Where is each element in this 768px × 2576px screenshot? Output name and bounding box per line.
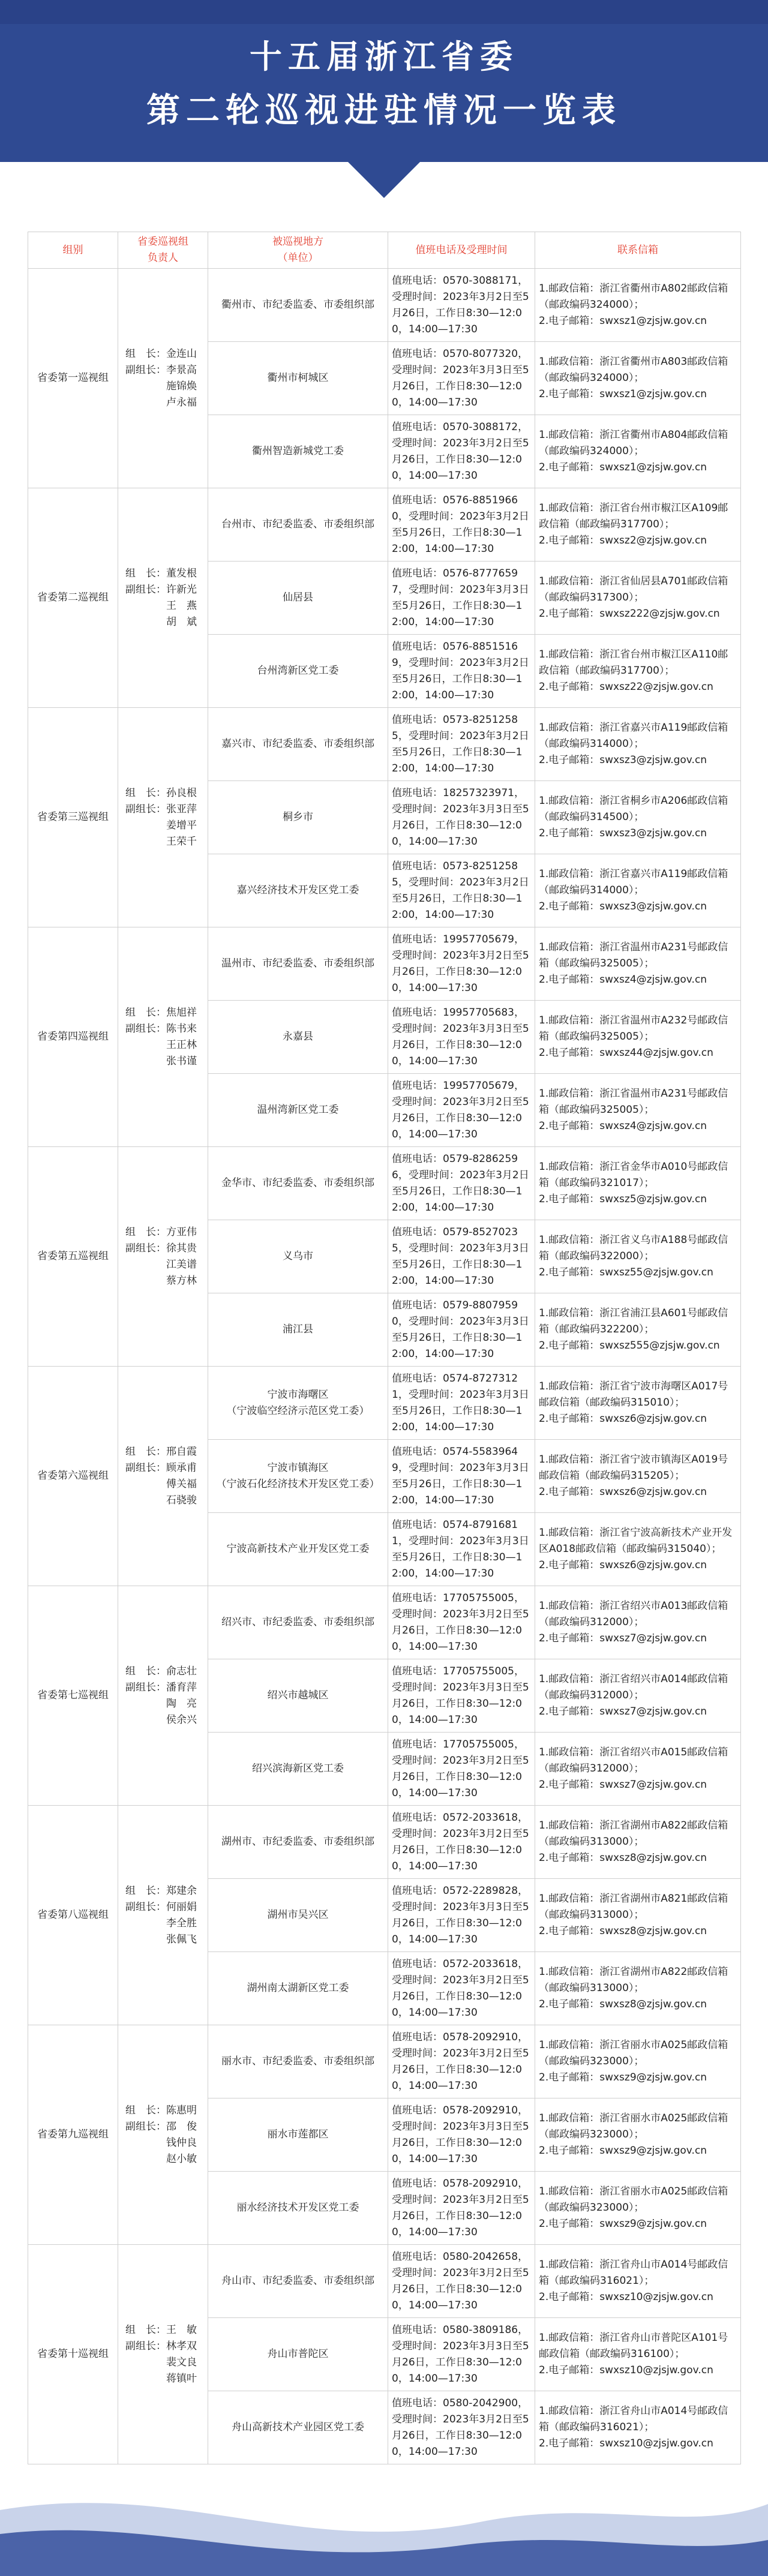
group-name: 省委第三巡视组 (28, 708, 118, 927)
contact-mailbox: 1.邮政信箱：浙江省宁波市镇海区A019号邮政信箱（邮政编码315205）； 2.电子邮箱：swxsz6@zjsjw.gov.cn (535, 1440, 741, 1513)
group-deputy-extra: 蔡方林 (166, 1274, 197, 1287)
contact-mailbox: 1.邮政信箱：浙江省绍兴市A013邮政信箱（邮政编码312000）； 2.电子邮箱：swxsz7@zjsjw.gov.cn (535, 1586, 741, 1659)
contact-mailbox: 1.邮政信箱：浙江省温州市A231号邮政信箱（邮政编码325005）； 2.电子邮箱：swxsz4@zjsjw.gov.cn (535, 1074, 741, 1147)
group-deputy-extra: 蒋镇叶 (166, 2372, 197, 2385)
page-subtitle: 第二轮巡视进驻情况一览表 (146, 91, 622, 130)
inspected-unit: 丽水经济技术开发区党工委 (208, 2172, 388, 2245)
group-deputy-extra: 卢永福 (166, 396, 197, 409)
contact-mailbox: 1.邮政信箱：浙江省温州市A232号邮政信箱（邮政编码325005）； 2.电子邮箱：swxsz44@zjsjw.gov.cn (535, 1001, 741, 1074)
duty-phone: 值班电话：0572-2033618，受理时间：2023年3月2日至5月26日，工作日8:30—12:00，14:00—17:30 (388, 1806, 535, 1879)
group-leader: 组 长：董发根 (125, 567, 197, 580)
table-row (28, 1367, 741, 1440)
inspection-table (28, 232, 741, 2464)
inspected-unit: 湖州南太湖新区党工委 (208, 1952, 388, 2025)
group-deputy-extra: 李全胜 (166, 1917, 197, 1929)
inspected-unit: 嘉兴市、市纪委监委、市委组织部 (208, 708, 388, 781)
group-deputy-extra: 胡 斌 (166, 616, 197, 628)
duty-phone: 值班电话：17705755005，受理时间：2023年3月2日至5月26日，工作日8:30—12:00，14:00—17:30 (388, 1733, 535, 1806)
duty-phone: 值班电话：0573-82512585，受理时间：2023年3月2日至5月26日，工作日8:30—12:00，14:00—17:30 (388, 854, 535, 927)
duty-phone: 值班电话：0574-87916811，受理时间：2023年3月3日至5月26日，工作日8:30—12:00，14:00—17:30 (388, 1513, 535, 1586)
group-leaders (118, 1367, 208, 1586)
contact-mailbox: 1.邮政信箱：浙江省浦江县A601号邮政信箱（邮政编码322200）； 2.电子邮箱：swxsz555@zjsjw.gov.cn (535, 1293, 741, 1367)
col-header-group: 组别 (28, 232, 118, 269)
inspected-unit: 台州市、市纪委监委、市委组织部 (208, 488, 388, 562)
duty-phone: 值班电话：0576-88515169，受理时间：2023年3月2日至5月26日，工作日8:30—12:00，14:00—17:30 (388, 635, 535, 708)
duty-phone: 值班电话：0580-2042900，受理时间：2023年3月2日至5月26日，工作日8:30—12:00，14:00—17:30 (388, 2391, 535, 2464)
inspected-unit: 义乌市 (208, 1220, 388, 1293)
group-name: 省委第五巡视组 (28, 1147, 118, 1367)
group-deputy-extra: 施锦焕 (166, 380, 197, 392)
inspected-unit: 仙居县 (208, 562, 388, 635)
group-deputy-extra: 赵小敏 (166, 2152, 197, 2165)
col-header-unit (208, 232, 388, 269)
group-name: 省委第一巡视组 (28, 269, 118, 488)
group-deputy-extra: 侯余兴 (166, 1713, 197, 1726)
group-leaders (118, 927, 208, 1147)
contact-mailbox: 1.邮政信箱：浙江省义乌市A188号邮政信箱（邮政编码322000）； 2.电子邮箱：swxsz55@zjsjw.gov.cn (535, 1220, 741, 1293)
group-deputy: 副组长：李景高 (125, 364, 197, 376)
group-leader: 组 长：方亚伟 (125, 1226, 197, 1238)
group-name: 省委第十巡视组 (28, 2245, 118, 2464)
group-deputy-extra: 钱仲良 (166, 2136, 197, 2149)
group-leaders (118, 708, 208, 927)
page-title: 十五届浙江省委 (250, 37, 518, 76)
contact-mailbox: 1.邮政信箱：浙江省绍兴市A014邮政信箱（邮政编码312000）； 2.电子邮箱：swxsz7@zjsjw.gov.cn (535, 1659, 741, 1733)
table-body (28, 269, 741, 2464)
contact-mailbox: 1.邮政信箱：浙江省湖州市A821邮政信箱（邮政编码313000）； 2.电子邮箱：swxsz8@zjsjw.gov.cn (535, 1879, 741, 1952)
duty-phone: 值班电话：0580-2042658，受理时间：2023年3月2日至5月26日，工作日8:30—12:00，14:00—17:30 (388, 2245, 535, 2318)
duty-phone: 值班电话：0579-88079590，受理时间：2023年3月3日至5月26日，工作日8:30—12:00，14:00—17:30 (388, 1293, 535, 1367)
duty-phone: 值班电话：19957705679，受理时间：2023年3月2日至5月26日，工作日8:30—12:00，14:00—17:30 (388, 1074, 535, 1147)
inspected-unit: 桐乡市 (208, 781, 388, 854)
duty-phone: 值班电话：0570-3088172，受理时间：2023年3月2日至5月26日，工作日8:30—12:00，14:00—17:30 (388, 415, 535, 488)
duty-phone: 值班电话：19957705679，受理时间：2023年3月2日至5月26日，工作日8:30—12:00，14:00—17:30 (388, 927, 535, 1001)
duty-phone: 值班电话：18257323971，受理时间：2023年3月3日至5月26日，工作日8:30—12:00，14:00—17:30 (388, 781, 535, 854)
col-header-mail: 联系信箱 (535, 232, 741, 269)
group-name: 省委第六巡视组 (28, 1367, 118, 1586)
inspected-unit: 湖州市、市纪委监委、市委组织部 (208, 1806, 388, 1879)
duty-phone: 值班电话：0573-82512585，受理时间：2023年3月2日至5月26日，工作日8:30—12:00，14:00—17:30 (388, 708, 535, 781)
group-deputy-extra: 王 燕 (166, 599, 197, 612)
group-leader: 组 长：孙良根 (125, 786, 197, 799)
group-deputy-extra: 张书谨 (166, 1055, 197, 1067)
contact-mailbox: 1.邮政信箱：浙江省台州市椒江区A109邮政信箱（邮政编码317700）； 2.电子邮箱：swxsz2@zjsjw.gov.cn (535, 488, 741, 562)
inspected-unit: 丽水市、市纪委监委、市委组织部 (208, 2025, 388, 2098)
inspected-unit: 湖州市吴兴区 (208, 1879, 388, 1952)
table-container (28, 232, 740, 2464)
table-row (28, 488, 741, 562)
table-row (28, 1806, 741, 1879)
col-header-unit-text: 被巡视地方 （单位） (272, 236, 323, 264)
inspected-unit: 舟山高新技术产业园区党工委 (208, 2391, 388, 2464)
group-deputy: 副组长：何丽娟 (125, 1901, 197, 1913)
duty-phone: 值班电话：0578-2092910，受理时间：2023年3月2日至5月26日，工作日8:30—12:00，14:00—17:30 (388, 2172, 535, 2245)
contact-mailbox: 1.邮政信箱：浙江省桐乡市A206邮政信箱（邮政编码314500）； 2.电子邮箱：swxsz3@zjsjw.gov.cn (535, 781, 741, 854)
duty-phone: 值班电话：17705755005，受理时间：2023年3月3日至5月26日，工作日8:30—12:00，14:00—17:30 (388, 1659, 535, 1733)
group-deputy-extra: 江美谱 (166, 1258, 197, 1271)
duty-phone: 值班电话：0574-55839649，受理时间：2023年3月3日至5月26日，工作日8:30—12:00，14:00—17:30 (388, 1440, 535, 1513)
group-deputy-extra: 王荣千 (166, 835, 197, 848)
group-deputy: 副组长：陈书来 (125, 1022, 197, 1035)
inspected-unit: 宁波市镇海区 （宁波石化经济技术开发区党工委） (208, 1440, 388, 1513)
col-header-leader (118, 232, 208, 269)
duty-phone: 值班电话：0576-88519660，受理时间：2023年3月2日至5月26日，工作日8:30—12:00，14:00—17:30 (388, 488, 535, 562)
inspected-unit: 舟山市普陀区 (208, 2318, 388, 2391)
group-deputy: 副组长：徐其贵 (125, 1242, 197, 1254)
group-leaders (118, 2245, 208, 2464)
group-name: 省委第七巡视组 (28, 1586, 118, 1806)
contact-mailbox: 1.邮政信箱：浙江省绍兴市A015邮政信箱（邮政编码312000）； 2.电子邮箱：swxsz7@zjsjw.gov.cn (535, 1733, 741, 1806)
duty-phone: 值班电话：0576-87776597，受理时间：2023年3月3日至5月26日，工作日8:30—12:00，14:00—17:30 (388, 562, 535, 635)
duty-phone: 值班电话：0570-8077320，受理时间：2023年3月3日至5月26日，工作日8:30—12:00，14:00—17:30 (388, 342, 535, 415)
group-deputy-extra: 傅关福 (166, 1478, 197, 1490)
duty-phone: 值班电话：0578-2092910，受理时间：2023年3月2日至5月26日，工作日8:30—12:00，14:00—17:30 (388, 2025, 535, 2098)
contact-mailbox: 1.邮政信箱：浙江省嘉兴市A119邮政信箱（邮政编码314000）； 2.电子邮箱：swxsz3@zjsjw.gov.cn (535, 708, 741, 781)
group-leader: 组 长：郑建余 (125, 1884, 197, 1897)
contact-mailbox: 1.邮政信箱：浙江省丽水市A025邮政信箱（邮政编码323000）； 2.电子邮箱：swxsz9@zjsjw.gov.cn (535, 2172, 741, 2245)
inspected-unit: 温州市、市纪委监委、市委组织部 (208, 927, 388, 1001)
inspected-unit: 宁波市海曙区 （宁波临空经济示范区党工委） (208, 1367, 388, 1440)
group-deputy-extra: 王正林 (166, 1038, 197, 1051)
duty-phone: 值班电话：0574-87273121，受理时间：2023年3月3日至5月26日，工作日8:30—12:00，14:00—17:30 (388, 1367, 535, 1440)
contact-mailbox: 1.邮政信箱：浙江省丽水市A025邮政信箱（邮政编码323000）； 2.电子邮箱：swxsz9@zjsjw.gov.cn (535, 2025, 741, 2098)
table-row (28, 1147, 741, 1220)
group-name: 省委第四巡视组 (28, 927, 118, 1147)
inspected-unit: 绍兴滨海新区党工委 (208, 1733, 388, 1806)
group-name: 省委第九巡视组 (28, 2025, 118, 2245)
table-row (28, 927, 741, 1001)
table-row (28, 269, 741, 342)
group-leader: 组 长：俞志壮 (125, 1665, 197, 1677)
contact-mailbox: 1.邮政信箱：浙江省金华市A010号邮政信箱（邮政编码321017）； 2.电子邮箱：swxsz5@zjsjw.gov.cn (535, 1147, 741, 1220)
contact-mailbox: 1.邮政信箱：浙江省宁波市海曙区A017号邮政信箱（邮政编码315010）； 2.电子邮箱：swxsz6@zjsjw.gov.cn (535, 1367, 741, 1440)
inspected-unit: 衢州市柯城区 (208, 342, 388, 415)
group-leaders (118, 269, 208, 488)
duty-phone: 值班电话：0579-82862596，受理时间：2023年3月2日至5月26日，工作日8:30—12:00，14:00—17:30 (388, 1147, 535, 1220)
contact-mailbox: 1.邮政信箱：浙江省舟山市A014号邮政信箱（邮政编码316021）； 2.电子邮箱：swxsz10@zjsjw.gov.cn (535, 2245, 741, 2318)
group-leaders (118, 488, 208, 708)
group-leader: 组 长：陈惠明 (125, 2104, 197, 2116)
contact-mailbox: 1.邮政信箱：浙江省舟山市A014号邮政信箱（邮政编码316021）； 2.电子邮箱：swxsz10@zjsjw.gov.cn (535, 2391, 741, 2464)
table-row (28, 2245, 741, 2318)
col-header-phone: 值班电话及受理时间 (388, 232, 535, 269)
inspected-unit: 丽水市莲都区 (208, 2098, 388, 2172)
col-header-leader-text: 省委巡视组 负责人 (137, 236, 188, 264)
group-leaders (118, 1586, 208, 1806)
group-name: 省委第八巡视组 (28, 1806, 118, 2025)
contact-mailbox: 1.邮政信箱：浙江省宁波高新技术产业开发区A018邮政信箱（邮政编码315040）； 2.电子邮箱：swxsz6@zjsjw.gov.cn (535, 1513, 741, 1586)
duty-phone: 值班电话：0570-3088171，受理时间：2023年3月2日至5月26日，工作日8:30—12:00，14:00—17:30 (388, 269, 535, 342)
group-deputy-extra: 姜增平 (166, 819, 197, 831)
duty-phone: 值班电话：19957705683，受理时间：2023年3月3日至5月26日，工作日8:30—12:00，14:00—17:30 (388, 1001, 535, 1074)
group-leaders (118, 1806, 208, 2025)
group-deputy: 副组长：顾承甫 (125, 1461, 197, 1474)
inspected-unit: 绍兴市、市纪委监委、市委组织部 (208, 1586, 388, 1659)
group-deputy-extra: 石骁骏 (166, 1494, 197, 1506)
inspected-unit: 嘉兴经济技术开发区党工委 (208, 854, 388, 927)
inspected-unit: 金华市、市纪委监委、市委组织部 (208, 1147, 388, 1220)
group-deputy-extra: 陶 亮 (166, 1697, 197, 1710)
group-deputy: 副组长：张亚萍 (125, 803, 197, 815)
contact-mailbox: 1.邮政信箱：浙江省丽水市A025邮政信箱（邮政编码323000）； 2.电子邮箱：swxsz9@zjsjw.gov.cn (535, 2098, 741, 2172)
inspected-unit: 绍兴市越城区 (208, 1659, 388, 1733)
group-deputy-extra: 裴文良 (166, 2356, 197, 2368)
footer-background (0, 2468, 768, 2576)
contact-mailbox: 1.邮政信箱：浙江省仙居县A701邮政信箱（邮政编码317300）； 2.电子邮箱：swxsz222@zjsjw.gov.cn (535, 562, 741, 635)
group-leader: 组 长：金连山 (125, 347, 197, 360)
duty-phone: 值班电话：0578-2092910，受理时间：2023年3月3日至5月26日，工作日8:30—12:00，14:00—17:30 (388, 2098, 535, 2172)
group-leader: 组 长：焦旭祥 (125, 1006, 197, 1019)
inspected-unit: 衢州市、市纪委监委、市委组织部 (208, 269, 388, 342)
group-deputy: 副组长：邵 俊 (125, 2120, 197, 2133)
group-leaders (118, 1147, 208, 1367)
duty-phone: 值班电话：0579-85270235，受理时间：2023年3月3日至5月26日，工作日8:30—12:00，14:00—17:30 (388, 1220, 535, 1293)
contact-mailbox: 1.邮政信箱：浙江省衢州市A804邮政信箱（邮政编码324000）； 2.电子邮箱：swxsz1@zjsjw.gov.cn (535, 415, 741, 488)
group-leader: 组 长：王 敏 (125, 2323, 197, 2336)
group-deputy-extra: 张佩飞 (166, 1933, 197, 1945)
contact-mailbox: 1.邮政信箱：浙江省湖州市A822邮政信箱（邮政编码313000）； 2.电子邮箱：swxsz8@zjsjw.gov.cn (535, 1952, 741, 2025)
duty-phone: 值班电话：0580-3809186，受理时间：2023年3月3日至5月26日，工作日8:30—12:00，14:00—17:30 (388, 2318, 535, 2391)
group-leader: 组 长：邢自霞 (125, 1445, 197, 1458)
group-leaders (118, 2025, 208, 2245)
duty-phone: 值班电话：0572-2289828，受理时间：2023年3月3日至5月26日，工作日8:30—12:00，14:00—17:30 (388, 1879, 535, 1952)
contact-mailbox: 1.邮政信箱：浙江省舟山市普陀区A101号邮政信箱（邮政编码316100）； 2.电子邮箱：swxsz10@zjsjw.gov.cn (535, 2318, 741, 2391)
table-header-row (28, 232, 741, 269)
inspected-unit: 宁波高新技术产业开发区党工委 (208, 1513, 388, 1586)
inspected-unit: 温州湾新区党工委 (208, 1074, 388, 1147)
contact-mailbox: 1.邮政信箱：浙江省温州市A231号邮政信箱（邮政编码325005）； 2.电子邮箱：swxsz4@zjsjw.gov.cn (535, 927, 741, 1001)
inspected-unit: 舟山市、市纪委监委、市委组织部 (208, 2245, 388, 2318)
duty-phone: 值班电话：0572-2033618，受理时间：2023年3月2日至5月26日，工作日8:30—12:00，14:00—17:30 (388, 1952, 535, 2025)
table-row (28, 708, 741, 781)
page-header (0, 0, 768, 204)
table-row (28, 1586, 741, 1659)
table-row (28, 2025, 741, 2098)
contact-mailbox: 1.邮政信箱：浙江省湖州市A822邮政信箱（邮政编码313000）； 2.电子邮箱：swxsz8@zjsjw.gov.cn (535, 1806, 741, 1879)
inspected-unit: 永嘉县 (208, 1001, 388, 1074)
group-name: 省委第二巡视组 (28, 488, 118, 708)
duty-phone: 值班电话：17705755005，受理时间：2023年3月2日至5月26日，工作日8:30—12:00，14:00—17:30 (388, 1586, 535, 1659)
inspected-unit: 台州湾新区党工委 (208, 635, 388, 708)
group-deputy: 副组长：潘育萍 (125, 1681, 197, 1694)
group-deputy: 副组长：林孝双 (125, 2340, 197, 2352)
inspected-unit: 衢州智造新城党工委 (208, 415, 388, 488)
contact-mailbox: 1.邮政信箱：浙江省衢州市A803邮政信箱（邮政编码324000）； 2.电子邮箱：swxsz1@zjsjw.gov.cn (535, 342, 741, 415)
contact-mailbox: 1.邮政信箱：浙江省衢州市A802邮政信箱（邮政编码324000）； 2.电子邮箱：swxsz1@zjsjw.gov.cn (535, 269, 741, 342)
contact-mailbox: 1.邮政信箱：浙江省台州市椒江区A110邮政信箱（邮政编码317700）； 2.电子邮箱：swxsz22@zjsjw.gov.cn (535, 635, 741, 708)
contact-mailbox: 1.邮政信箱：浙江省嘉兴市A119邮政信箱（邮政编码314000）； 2.电子邮箱：swxsz3@zjsjw.gov.cn (535, 854, 741, 927)
inspected-unit: 浦江县 (208, 1293, 388, 1367)
group-deputy: 副组长：许新光 (125, 583, 197, 596)
